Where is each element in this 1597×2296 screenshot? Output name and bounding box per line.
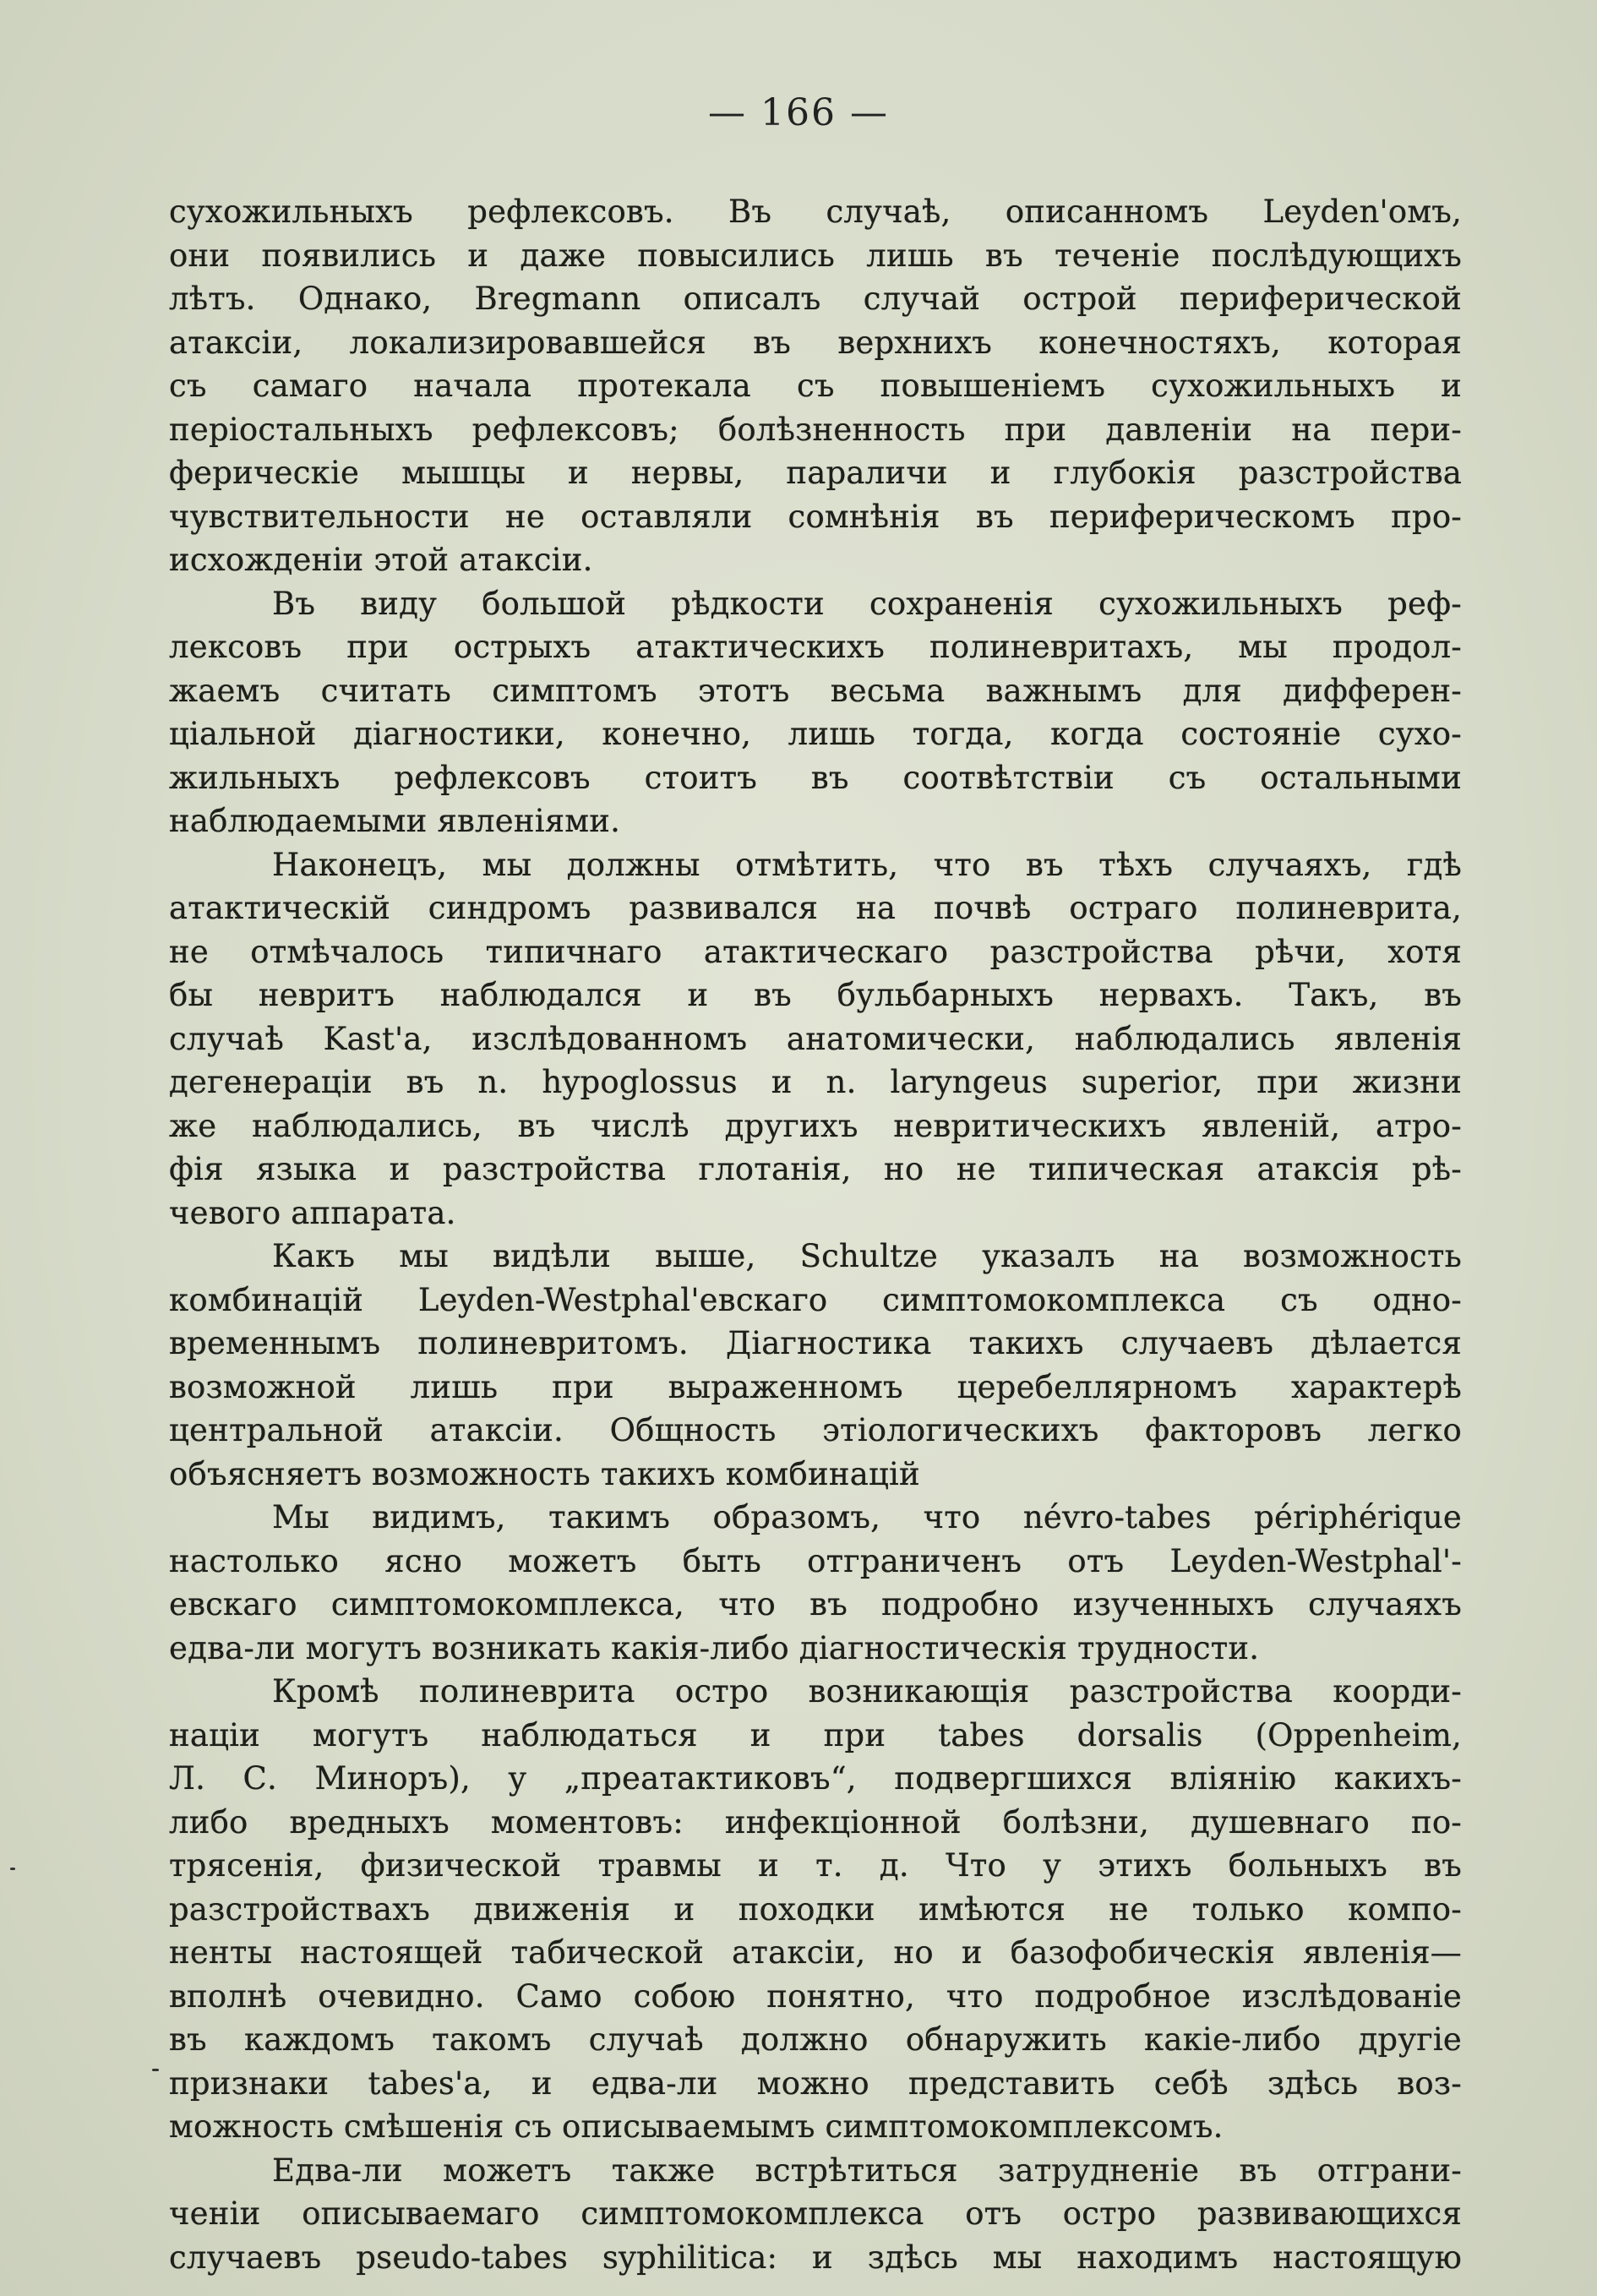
text-line: жильныхъ рефлексовъ стоитъ въ соотвѣтствіи съ остальными <box>169 759 1462 796</box>
paragraph-end-line: можность смѣшенія съ описываемымъ симптомокомплексомъ. <box>169 2108 1224 2145</box>
ink-speck <box>10 1868 15 1870</box>
paragraph-end-line: исхожденіи этой атаксіи. <box>169 542 593 578</box>
text-line: жаемъ считать симптомъ этотъ весьма важнымъ для дифферен- <box>169 672 1462 709</box>
text-line: въ каждомъ такомъ случаѣ должно обнаружить какіе-либо другіе <box>169 2021 1462 2058</box>
paragraph-end-line: едва-ли могутъ возникать какія-либо діагностическія трудности. <box>169 1629 1260 1666</box>
text-line: временнымъ полиневритомъ. Діагностика такихъ случаевъ дѣлается <box>169 1325 1462 1361</box>
text-line: случаевъ pseudo-tabes syphilitica: и здѣсь мы находимъ настоящую <box>169 2239 1462 2276</box>
text-line: лексовъ при острыхъ атактическихъ полиневритахъ, мы продол- <box>169 629 1462 665</box>
paragraph-first-line: Наконецъ, мы должны отмѣтить, что въ тѣхъ случаяхъ, гдѣ <box>272 846 1462 883</box>
paragraph-end-line: объясняетъ возможность такихъ комбинацій <box>169 1455 920 1492</box>
text-line: настолько ясно можетъ быть отграниченъ отъ Leyden-Westphal'- <box>169 1542 1462 1579</box>
text-line: ненты настоящей табической атаксіи, но и базофобическія явленія— <box>169 1934 1462 1971</box>
text-line: разстройствахъ движенія и походки имѣются не только компо- <box>169 1890 1462 1928</box>
paragraph-first-line: Едва-ли можетъ также встрѣтиться затрудненіе въ отграни- <box>272 2151 1462 2189</box>
text-line: дегенераціи въ n. hypoglossus и n. laryngeus superior, при жизни <box>169 1064 1462 1100</box>
text-line: они появились и даже повысились лишь въ теченіе послѣдующихъ <box>169 237 1462 274</box>
paragraph-first-line: Въ виду большой рѣдкости сохраненія сухожильныхъ реф- <box>272 585 1462 622</box>
page-number: — 166 — <box>708 91 889 134</box>
text-line: націи могутъ наблюдаться и при tabes dorsalis (Oppenheim, <box>169 1716 1462 1753</box>
text-line: атаксіи, локализировавшейся въ верхнихъ конечностяхъ, которая <box>169 324 1462 361</box>
text-line: центральной атаксіи. Общность этіологическихъ факторовъ легко <box>169 1412 1462 1448</box>
paragraph-end-line: чевого аппарата. <box>169 1194 456 1231</box>
text-line: лѣтъ. Однако, Bregmann описалъ случай острой периферической <box>169 281 1462 317</box>
text-line: сухожильныхъ рефлексовъ. Въ случаѣ, описанномъ Leyden'омъ, <box>169 194 1462 230</box>
text-line: евскаго симптомокомплекса, что въ подробно изученныхъ случаяхъ <box>169 1586 1462 1622</box>
text-line: ферическіе мышцы и нервы, параличи и глубокія разстройства <box>169 455 1462 491</box>
text-line: комбинацій Leyden-Westphal'евскаго симптомокомплекса съ одно- <box>169 1281 1462 1318</box>
paragraph-first-line: Какъ мы видѣли выше, Schultze указалъ на возможность <box>272 1238 1462 1274</box>
text-line: не отмѣчалось типичнаго атактическаго разстройства рѣчи, хотя <box>169 933 1462 970</box>
paragraph-end-line: наблюдаемыми явленіями. <box>169 803 621 839</box>
text-line: Л. С. Миноръ), у „преатактиковъ“, подвергшихся вліянію какихъ- <box>169 1760 1462 1797</box>
body-text <box>169 190 1462 2279</box>
text-line: трясенія, физической травмы и т. д. Что у этихъ больныхъ въ <box>169 1847 1462 1884</box>
text-line: періостальныхъ рефлексовъ; болѣзненность при давленіи на пери- <box>169 411 1462 448</box>
paragraph-first-line: Кромѣ полиневрита остро возникающія разстройства коорди- <box>272 1673 1462 1710</box>
ink-speck <box>152 2069 159 2071</box>
text-line: фія языка и разстройства глотанія, но не типическая атаксія рѣ- <box>169 1151 1462 1187</box>
text-line: ченіи описываемаго симптомокомплекса отъ остро развивающихся <box>169 2195 1462 2232</box>
text-line: вполнѣ очевидно. Само собою понятно, что подробное изслѣдованіе <box>169 1977 1462 2015</box>
text-line: возможной лишь при выраженномъ церебеллярномъ характерѣ <box>169 1368 1462 1405</box>
text-line: ціальной діагностики, конечно, лишь тогда, когда состояніе сухо- <box>169 716 1462 752</box>
text-line: же наблюдались, въ числѣ другихъ невритическихъ явленій, атро- <box>169 1107 1462 1144</box>
text-line: случаѣ Kast'а, изслѣдованномъ анатомически, наблюдались явленія <box>169 1020 1462 1057</box>
paragraph-first-line: Мы видимъ, такимъ образомъ, что névro-tabes périphérique <box>272 1499 1462 1535</box>
text-line: чувствительности не оставляли сомнѣнія въ периферическомъ про- <box>169 498 1462 535</box>
text-line: признаки tabes'а, и едва-ли можно представить себѣ здѣсь воз- <box>169 2064 1462 2102</box>
text-line: бы невритъ наблюдался и въ бульбарныхъ нервахъ. Такъ, въ <box>169 977 1462 1013</box>
text-line: атактическій синдромъ развивался на почвѣ остраго полиневрита, <box>169 890 1462 926</box>
text-line: либо вредныхъ моментовъ: инфекціонной болѣзни, душевнаго по- <box>169 1803 1462 1841</box>
text-line: съ самаго начала протекала съ повышеніемъ сухожильныхъ и <box>169 368 1462 404</box>
